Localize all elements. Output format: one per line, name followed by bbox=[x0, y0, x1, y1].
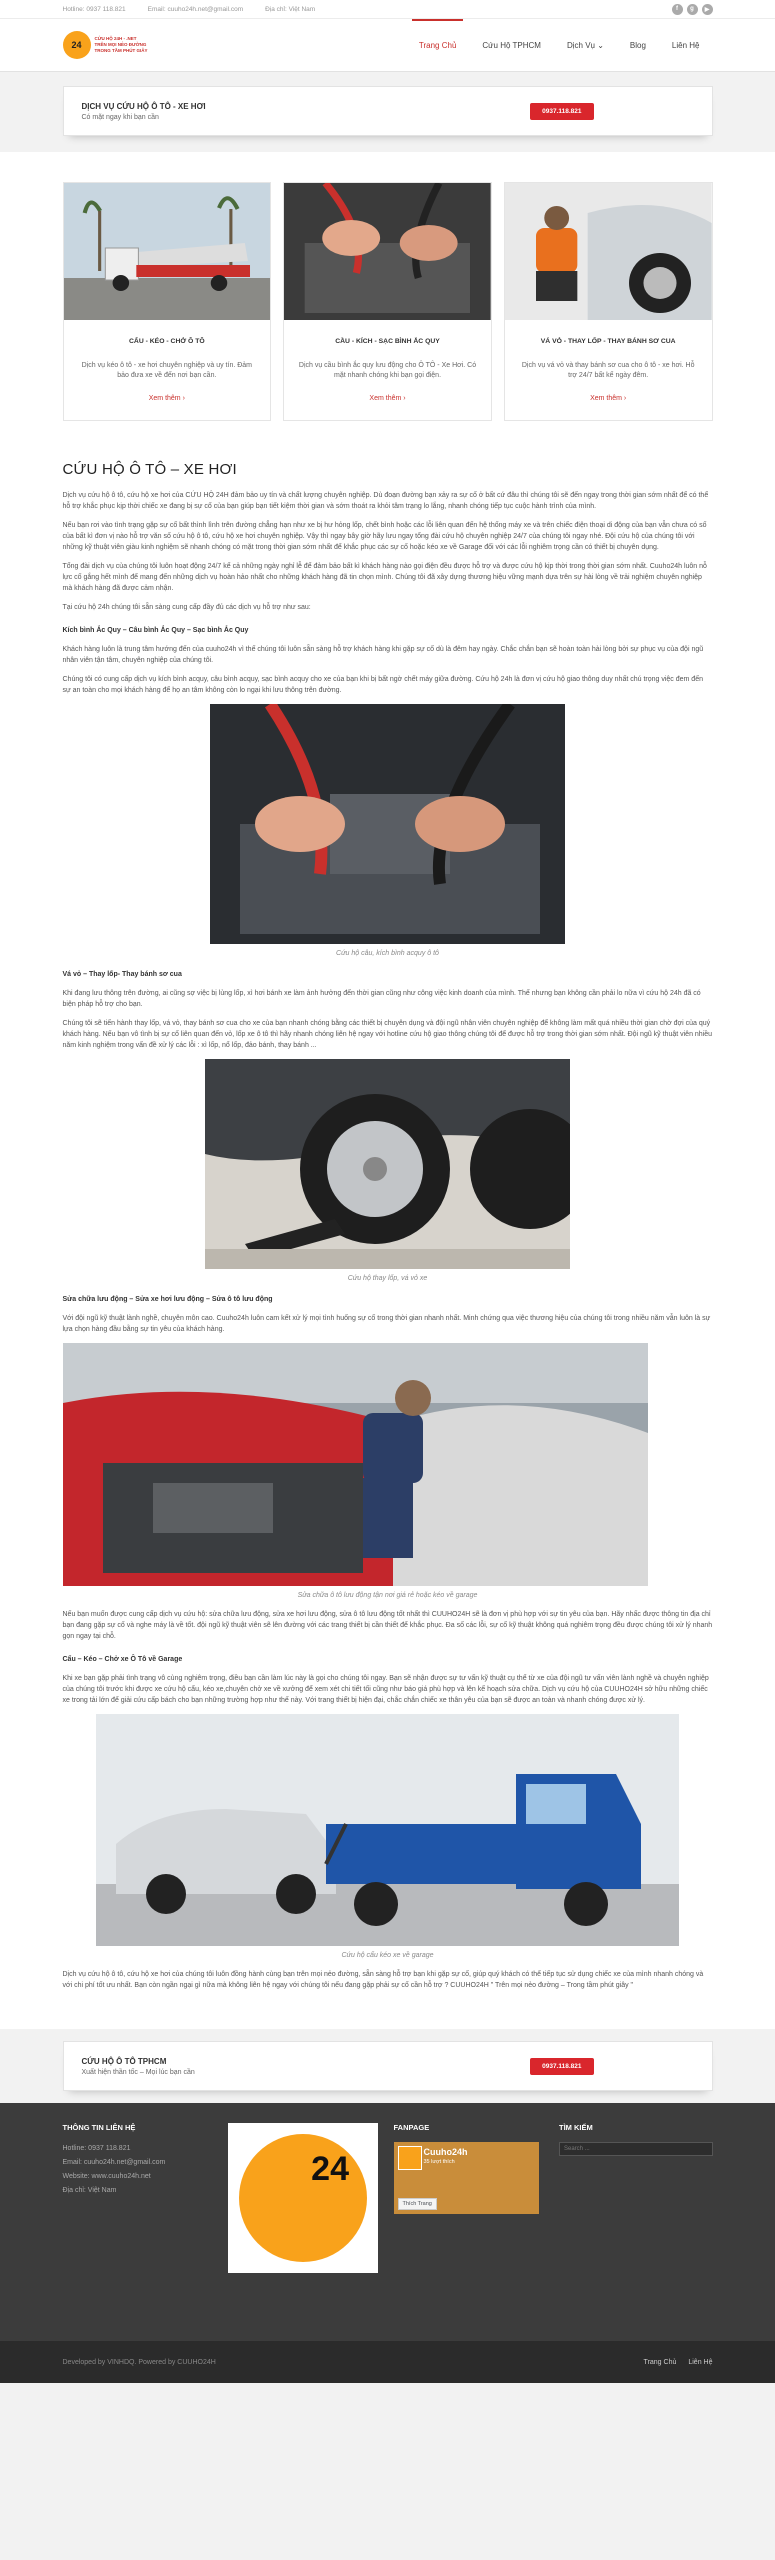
article-paragraph: Tại cứu hộ 24h chúng tôi sẵn sàng cung cấp đầy đủ các dịch vụ hỗ trợ như sau: bbox=[62, 604, 311, 611]
nav-lien-he[interactable]: Liên Hệ bbox=[671, 40, 700, 50]
feature-title: VÁ VỎ - THAY LỐP - THAY BÁNH SƠ CUA bbox=[540, 338, 676, 345]
read-more-link[interactable]: Xem thêm › bbox=[148, 395, 185, 402]
tow-photo bbox=[96, 1714, 679, 1946]
figure-battery bbox=[63, 704, 713, 957]
bottom-callout-section bbox=[0, 2029, 775, 2103]
article-paragraph: Nếu bạn muốn được cung cấp dịch vụ cứu hộ: sửa chữa lưu động, sửa xe hơi lưu động, sửa ô tô lưu động tốt nhất thì CUUHO24H sẽ là đơn vị phù hợp với sự tin yêu của bạn. Hãy nhấc được thông tin địa chỉ bạn đang gặp sự cố và nghe máy là về tốt. đội ngũ kỹ thuật viên sẽ lên đường với các trang thiết bị cần thiết để khắc phục. Đa số các lỗi, sự cố kỹ thuật không quá nghiêm trọng đều được chúng tôi xử lý nhanh gọn ngay tại chỗ. bbox=[62, 1611, 713, 1640]
callout-subtitle: Có mặt ngay khi bạn cần bbox=[81, 113, 159, 121]
article-paragraph: Nếu bạn rơi vào tình trạng gặp sự cố bất thình lình trên đường chẳng hạn như xe bị hư hỏng lốp, chết bình hoặc các lỗi liên quan đến hệ thống máy xe và trên chiếc điện thoại di động của bạn vẫn chưa có số của bất kì đơn vị nào hỗ trợ văn số cứu hộ ô tô, cứu hộ xe hơi chuyên nghiệp. Vậy thì ngay bây giờ hãy lưu ngay tổng đài cứu hộ chuyên nghiệp 24/7 của chúng tôi ngay nhé. Đội cứu hộ của chúng tôi với những kỹ thuật viên giàu kinh nghiệm sẽ nhanh chóng có mặt trong thời gian sớm nhất để khắc phục các sự cố hoặc kéo xe về Garage đối với các lỗi nghiêm trọng cần có thiết bị chuyên dụng. bbox=[62, 522, 707, 551]
facebook-icon[interactable]: f bbox=[672, 4, 683, 15]
logo-text bbox=[95, 36, 148, 54]
footer-hotline: Hotline: 0937 118.821 bbox=[62, 2145, 131, 2152]
article-paragraph: Chúng tôi có cung cấp dịch vụ kích bình acquy, câu bình acquy, sạc bình acquy cho xe của bạn khi bị bất ngờ chết máy giữa đường. Cứu hộ 24h là đơn vị cứu hộ giao thông duy nhất chú trọng việc đem đến sự an toàn cho mọi khách hàng để họ an tâm không còn lo ngại khi lưu thông trên đường. bbox=[62, 676, 703, 694]
article-paragraph: Khi xe bạn gặp phải tình trạng vô cùng nghiêm trọng, điều bạn cần làm lúc này là gọi cho chúng tôi ngay. Bạn sẽ nhận được sự tư vấn kỹ thuật cụ thể từ xe của đội ngũ tư vấn viên lành nghề và chuyên nghiệp của chúng tôi trước khi được xe cứu hộ cẩu, kéo xe,chuyên chở xe về xưởng để xem xét chi tiết tối cũng như báo giá phù hợp và lên kế hoạch sửa chữa. Dịch vụ cứu hộ của CUUHO24H sở hữu những chiếc xe trong tải lớn để giải cứu cấp bách cho bạn những trường hợp như thế này. Với trang thiết bị hiện đại, chắc chắn chiếc xe thân yêu của bạn sẽ được an toàn và nhanh chóng được xử lý. bbox=[62, 1675, 709, 1704]
figure-tire bbox=[63, 1059, 713, 1282]
nav-home[interactable]: Trang Chủ bbox=[406, 19, 470, 71]
site-logo[interactable] bbox=[63, 31, 148, 59]
read-more-link[interactable]: Xem thêm › bbox=[590, 395, 627, 402]
article-paragraph: Tổng đài dịch vụ của chúng tôi luôn hoạt động 24/7 kể cả những ngày nghỉ lễ để đảm bảo bất kì khách hàng nào gọi điện đều được hỗ trợ và được cứu hộ kịp thời trong thời gian sớm nhất. Cuuho24h luôn nỗ lực cố gắng hết mình để mang đến những dịch vụ hoàn hảo nhất cho những khách hàng đã tin chọn mình. Chúng tôi đã xây dựng thương hiệu vững mạnh dựa trên sự hài lòng về trải nghiệm chuyên nghiệp mà khách hàng đã được cảm nhận. bbox=[62, 563, 707, 592]
footer-logo bbox=[228, 2123, 382, 2273]
feature-card-tow bbox=[63, 182, 272, 421]
footer-heading: THÔNG TIN LIÊN HỆ bbox=[62, 2123, 136, 2132]
fanpage-widget[interactable] bbox=[394, 2142, 539, 2214]
fanpage-avatar bbox=[398, 2146, 422, 2170]
article-paragraph: Khách hàng luôn là trung tâm hướng đến của cuuho24h vì thế chúng tôi luôn sẵn sàng hỗ trợ khách hàng khi gặp sự cố dù là đêm hay ngày. Chắc chắn bạn sẽ hoàn toàn hài lòng bởi sự phục vụ của đội ngũ nhân viên tận tâm, chuyên nghiệp của chúng tôi. bbox=[62, 646, 704, 664]
logo-mark: 24 bbox=[63, 31, 91, 59]
figure-tow bbox=[63, 1714, 713, 1959]
social-links bbox=[672, 4, 713, 15]
logo-number: 24 bbox=[311, 2150, 349, 2188]
logo-badge bbox=[239, 2134, 367, 2262]
footer-email[interactable]: Email: cuuho24h.net@gmail.com bbox=[62, 2159, 166, 2166]
nav-cuu-ho-tphcm[interactable]: Cứu Hộ TPHCM bbox=[482, 40, 541, 50]
bottom-callout bbox=[63, 2041, 713, 2091]
site-footer bbox=[0, 2103, 775, 2341]
search-input[interactable]: Search ... bbox=[559, 2142, 713, 2156]
main-nav bbox=[406, 19, 713, 71]
figure-caption: Cứu hộ câu, kích bình acquy ô tô bbox=[336, 950, 439, 957]
bottom-bar bbox=[0, 2341, 775, 2383]
logo-line-2: TRÊN MỌI NẺO ĐƯỜNG bbox=[94, 42, 147, 47]
address-text: Địa chỉ: Việt Nam bbox=[265, 5, 316, 13]
fanpage-like-button[interactable]: Thích Trang bbox=[398, 2198, 437, 2210]
email-text[interactable]: Email: cuuho24h.net@gmail.com bbox=[147, 5, 244, 13]
callout-subtitle: Xuất hiện thần tốc – Mọi lúc bạn cần bbox=[81, 2068, 195, 2076]
feature-desc: Dịch vụ cầu bình ắc quy lưu động cho Ô TÔ - Xe Hơi. Có mặt nhanh chóng khi bạn gọi điện. bbox=[298, 362, 477, 379]
feature-cards bbox=[63, 182, 713, 421]
section-heading: Cẩu – Kéo – Chở xe Ô Tô về Garage bbox=[62, 1656, 183, 1663]
battery-jump-image bbox=[284, 183, 491, 320]
article-paragraph: Chúng tôi sẽ tiến hành thay lốp, vá vỏ, thay bánh sơ cua cho xe của bạn nhanh chóng bằng các thiết bị chuyên dụng và đội ngũ nhân viên chuyên nghiệp để không làm mất quá nhiều thời gian chờ đợi của quý khách hàng. Nếu bạn vô tình bị sự cố liên quan đến vỏ, lốp xe ô tô thì hãy nhanh chóng liên hệ ngay với hotline cứu hộ giao thông chúng tôi để được hỗ trợ trong thời gian sớm nhất. Đội ngũ kỹ thuật viên nhiều năm kinh nghiệm trong vấn đề xử lý các lỗi : xì lốp, nổ lốp, đảo bánh, thay bánh ... bbox=[62, 1020, 713, 1049]
footer-link-contact[interactable]: Liên Hệ bbox=[688, 2358, 713, 2366]
article-paragraph: Dịch vụ cứu hộ ô tô, cứu hộ xe hơi của chúng tôi luôn đồng hành cùng bạn trên mọi nẻo đường, sẵn sàng hỗ trợ bạn khi gặp sự cố, giúp quý khách có thể tiếp tục sử dụng chiếc xe của mình nhanh chóng và với chi phí tốt ưu nhất. Bạn còn ngần ngại gì nữa mà không liên hệ ngay với chúng tôi nếu đang gặp phải sự cố cần hỗ trợ ? CUUHO24H " Trên mọi nẻo đường – Trong tầm phút giây " bbox=[62, 1971, 704, 1989]
call-button[interactable]: 0937.118.821 bbox=[530, 103, 593, 120]
footer-heading: FANPAGE bbox=[393, 2123, 430, 2132]
callout-title: DỊCH VỤ CỨU HỘ Ô TÔ - XE HƠI bbox=[81, 101, 206, 111]
read-more-link[interactable]: Xem thêm › bbox=[369, 395, 406, 402]
footer-link-home[interactable]: Trang Chủ bbox=[643, 2358, 677, 2366]
footer-links bbox=[644, 2359, 713, 2366]
logo-line-3: TRONG TẦM PHÚT GIÂY bbox=[94, 48, 148, 53]
repair-photo bbox=[63, 1343, 648, 1586]
footer-contact bbox=[63, 2123, 217, 2273]
feature-desc: Dịch vụ vá vỏ và thay bánh sơ cua cho ô tô - xe hơi. Hỗ trợ 24/7 bất kể ngày đêm. bbox=[521, 362, 695, 379]
feature-desc: Dịch vụ kéo ô tô - xe hơi chuyên nghiệp và uy tín. Đảm bảo đưa xe về đến nơi bạn cần. bbox=[81, 362, 253, 379]
google-plus-icon[interactable]: g bbox=[687, 4, 698, 15]
article-title: CỨU HỘ Ô TÔ – XE HƠI bbox=[62, 461, 237, 478]
nav-blog[interactable]: Blog bbox=[629, 40, 646, 50]
fanpage-likes: 35 lượt thích bbox=[423, 2159, 455, 2165]
feature-card-tire bbox=[504, 182, 713, 421]
site-header bbox=[0, 19, 775, 72]
logo-line-1: CỨU HỘ 24H - .NET bbox=[94, 36, 137, 41]
footer-website[interactable]: Website: www.cuuho24h.net bbox=[62, 2173, 151, 2180]
footer-heading: TÌM KIẾM bbox=[559, 2123, 593, 2132]
footer-fanpage bbox=[394, 2123, 548, 2273]
section-heading: Sửa chữa lưu động – Sửa xe hơi lưu động – Sửa ô tô lưu động bbox=[62, 1296, 273, 1303]
callout-title: CỨU HỘ Ô TÔ TPHCM bbox=[81, 2056, 167, 2066]
youtube-icon[interactable]: ▶ bbox=[702, 4, 713, 15]
top-bar bbox=[0, 0, 775, 19]
tire-change-image bbox=[505, 183, 712, 320]
footer-credit: Developed by VINHDQ. Powered by CUUHO24H bbox=[62, 2358, 216, 2366]
call-button[interactable]: 0937.118.821 bbox=[530, 2058, 593, 2075]
article-paragraph: Với đội ngũ kỹ thuật lành nghề, chuyên môn cao. Cuuho24h luôn cam kết xử lý mọi tình huống sự cố trong thời gian nhanh nhất. Minh chứng qua việc thương hiệu của chúng tôi trong nhiều năm vẫn luôn là sự lựa chọn hàng đầu bằng sự tin yêu của khách hàng. bbox=[62, 1315, 711, 1333]
footer-logo-box bbox=[228, 2123, 378, 2273]
nav-dich-vu[interactable]: Dịch Vụ ⌄ bbox=[566, 40, 604, 50]
footer-search bbox=[559, 2123, 713, 2273]
feature-title: CẨU - KÉO - CHỞ Ô TÔ bbox=[129, 338, 205, 345]
feature-card-battery bbox=[283, 182, 492, 421]
top-callout-section bbox=[0, 72, 775, 152]
section-heading: Vá vỏ – Thay lốp- Thay bánh sơ cua bbox=[62, 971, 182, 978]
fanpage-name: Cuuho24h bbox=[423, 2147, 468, 2157]
top-callout bbox=[63, 86, 713, 136]
battery-photo bbox=[210, 704, 565, 944]
main-content bbox=[0, 152, 775, 2029]
figure-caption: Cứu hộ cẩu kéo xe về garage bbox=[341, 1952, 434, 1959]
tire-photo bbox=[205, 1059, 570, 1269]
footer-address: Địa chỉ: Việt Nam bbox=[62, 2187, 117, 2194]
figure-caption: Sửa chữa ô tô lưu động tận nơi giá rẻ hoặc kéo về garage bbox=[297, 1592, 478, 1599]
figure-repair bbox=[63, 1343, 713, 1599]
article-paragraph: Khi đang lưu thông trên đường, ai cũng sợ việc bị lủng lốp, xì hơi bánh xe làm ảnh hưởng đến thời gian cũng như công việc kinh doanh của mình. Thế nhưng bạn không cần phải lo nữa vì cứu hộ 24h đã có biện pháp hỗ trợ cho bạn. bbox=[62, 990, 701, 1008]
tow-truck-image bbox=[64, 183, 271, 320]
feature-title: CẦU - KÍCH - SẠC BÌNH ẮC QUY bbox=[335, 338, 440, 345]
figure-caption: Cứu hộ thay lốp, vá vỏ xe bbox=[347, 1275, 428, 1282]
section-heading: Kích bình Ắc Quy – Câu bình Ắc Quy – Sạc bình Ắc Quy bbox=[62, 627, 249, 634]
article-paragraph: Dịch vụ cứu hộ ô tô, cứu hộ xe hơi của CỨU HỘ 24H đảm bảo uy tín và chất lượng chuyên nghiệp. Dù đoạn đường bạn xảy ra sự cố ở bất cứ đâu thì chúng tôi sẽ đến ngay trong thời gian sớm nhất để có thể hỗ trợ khắc phục kịp thời chiếc xe đang bị sự cố của bạn giúp bạn tiết kiệm thời gian và sớm thoát ra khỏi tâm trạng lo lắng, nhanh chóng tiếp tục cuộc hành trình của mình. bbox=[62, 492, 709, 510]
hotline-text: Hotline: 0937 118.821 bbox=[62, 5, 126, 13]
